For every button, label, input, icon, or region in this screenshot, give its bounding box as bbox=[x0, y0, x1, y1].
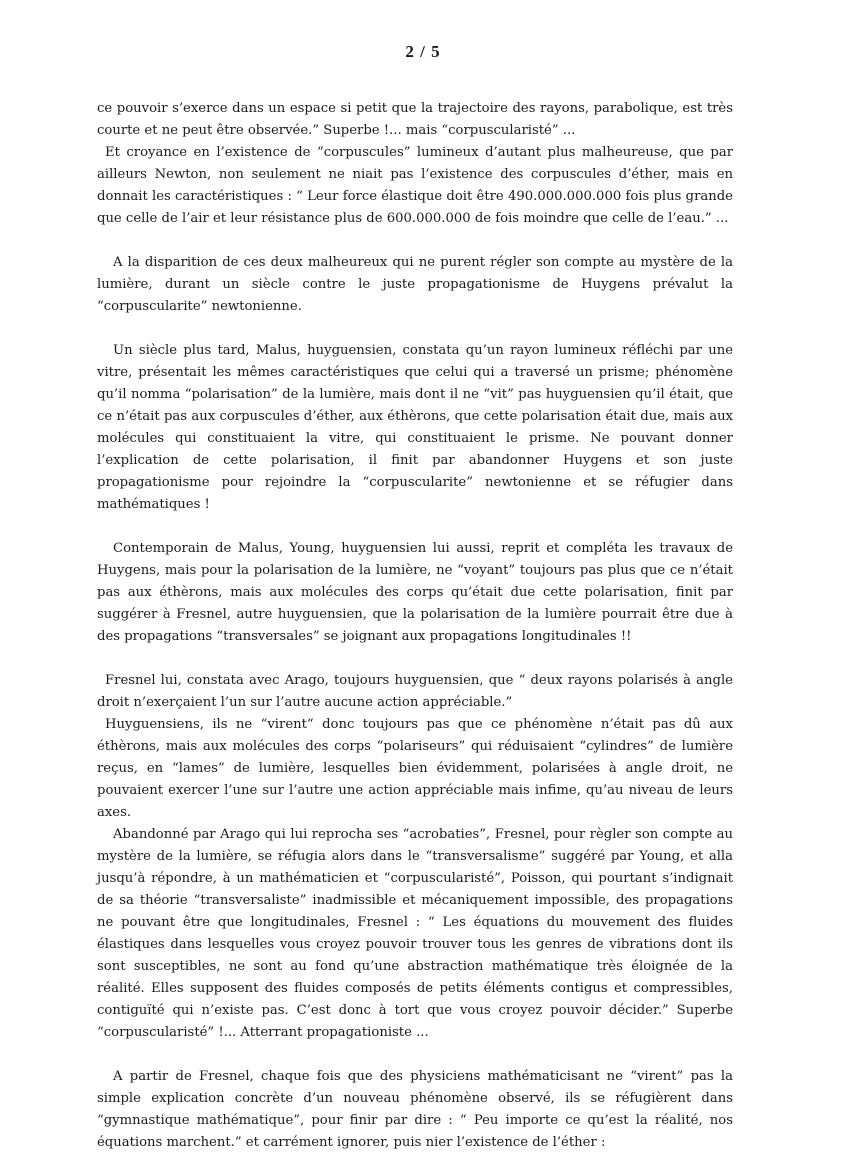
paragraph-newton-corpuscules: Et croyance en l’existence de “corpuscules” lumineux d’autant plus malheureuse, que par ailleurs Newton, non seulement ne niait pas l’existence des corpuscules d’éther, mais en donnait les caractéristiques : “ Leur force élastique doit être 490.000.000.000 fois plus grande que celle de l’air et leur résistance plus de 600.000.000 de fois moindre que celle de l’eau.” ... bbox=[97, 145, 733, 226]
document-body bbox=[97, 98, 733, 1154]
paragraph-malus: Un siècle plus tard, Malus, huyguensien, constata qu’un rayon lumineux réfléchi par une vitre, présentait les mêmes caractéristiques que celui qui a traversé un prisme; phénomène qu’il nomma “polarisation” de la lumière, mais dont il ne “vit” pas huyguensien qu’il était, que ce n’était pas aux corpuscules d’éther, aux éthèrons, que cette polarisation était due, mais aux molécules qui constituaient la vitre, qui constituaient le prisme. Ne pouvant donner l’explication de cette polarisation, il finit par abandonner Huygens et son juste propagationisme pour rejoindre la “corpuscularite” newtonienne et se réfugier dans mathématiques ! bbox=[97, 343, 733, 512]
page-number: 2 / 5 bbox=[405, 42, 441, 61]
paragraph-fresnel-arago: Fresnel lui, constata avec Arago, toujours huyguensien, que “ deux rayons polarisés à angle droit n’exerçaient l’un sur l’autre aucune action appréciable.” bbox=[97, 673, 733, 710]
paragraph-huyguensiens: Huyguensiens, ils ne “virent“ donc toujours pas que ce phénomène n’était pas dû aux éthèrons, mais aux molécules des corps “polariseurs” qui réduisaient “cylindres” de lumière reçus, en “lames” de lumière, lesquelles bien évidemment, polarisées à angle droit, ne pouvaient exercer l’une sur l’autre une action appréciable mais infime, qu’au niveau de leurs axes. bbox=[97, 717, 733, 820]
paragraph-abandonne-arago: Abandonné par Arago qui lui reprocha ses “acrobaties”, Fresnel, pour règler son compte au mystère de la lumière, se réfugia alors dans le “transversalisme” suggéré par Young, et alla jusqu’à répondre, à un mathématicien et “corpuscularisté”, Poisson, qui pourtant s’indignait de sa théorie “transversaliste” inadmissible et mécaniquement impossible, des propagations ne pouvant être que longitudinales, Fresnel : “ Les équations du mouvement des fluides élastiques dans lesquelles vous croyez pouvoir trouver tous les genres de vibrations dont ils sont susceptibles, ne sont au fond qu’une abstraction mathématique très éloignée de la réalité. Elles supposent des fluides composés de petits éléments contigus et compressibles, contiguïté qui n’existe pas. C’est donc à tort que vous croyez pouvoir décider.” Superbe “corpuscularisté” !... Atterrant propagationiste ... bbox=[97, 827, 733, 1040]
paragraph-young: Contemporain de Malus, Young, huyguensien lui aussi, reprit et compléta les travaux de Huygens, mais pour la polarisation de la lumière, ne “voyant” toujours pas plus que ce n’était pas aux éthèrons, mais aux molécules des corps qu’était due cette polarisation, finit par suggérer à Fresnel, autre huyguensien, que la polarisation de la lumière pourrait être due à des propagations “transversales” se joignant aux propagations longitudinales !! bbox=[97, 541, 733, 644]
paragraph-disparition: A la disparition de ces deux malheureux qui ne purent régler son compte au mystère de la lumière, durant un siècle contre le juste propagationisme de Huygens prévalut la “corpuscularite” newtonienne. bbox=[97, 255, 733, 314]
paragraph-continuation: ce pouvoir s’exerce dans un espace si petit que la trajectoire des rayons, parabolique, est très courte et ne peut être observée.” Superbe !... mais “corpuscularisté” ... bbox=[97, 101, 733, 138]
paragraph-a-partir-fresnel: A partir de Fresnel, chaque fois que des physiciens mathématicisant ne “virent” pas la simple explication concrète d’un nouveau phénomène observé, ils se réfugièrent dans “gymnastique mathématique”, pour finir par dire : “ Peu importe ce qu’est la réalité, nos équations marchent.” et carrément ignorer, puis nier l’existence de l’éther : bbox=[97, 1069, 733, 1150]
